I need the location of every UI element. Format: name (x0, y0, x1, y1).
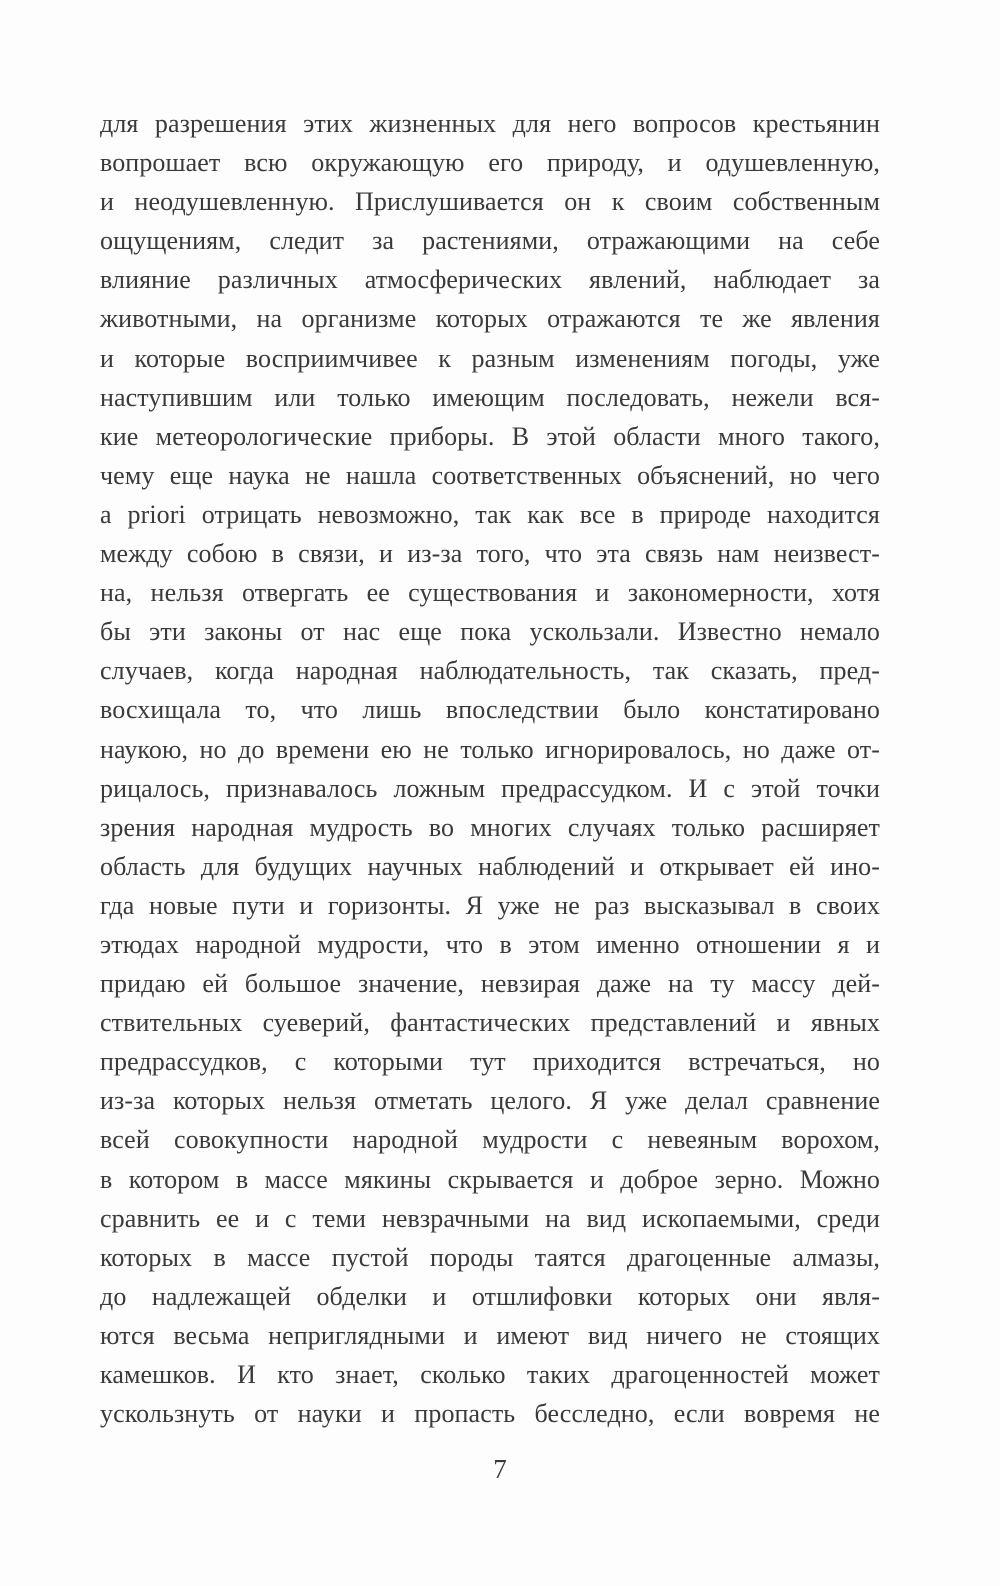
text-line: ются весьма неприглядными и имеют вид ничего не стоящих (100, 1320, 880, 1350)
text-line: камешков. И кто знает, сколько таких драгоценностей может (100, 1360, 880, 1389)
text-line: ускользнуть от науки и пропасть бесследно, если вовремя не (100, 1399, 880, 1429)
text-line: предрассудков, с которыми тут приходится встречаться, но (100, 1047, 880, 1077)
text-line: кие метеорологические приборы. В этой области много такого, (100, 421, 880, 451)
text-line: сравнить ее и с теми невзрачными на вид ископаемыми, среди (100, 1203, 880, 1233)
text-line: гда новые пути и горизонты. Я уже не раз высказывал в своих (100, 890, 880, 920)
text-line: в котором в массе мякины скрывается и доброе зерно. Можно (100, 1164, 880, 1194)
text-line: и неодушевленную. Прислушивается он к своим собственным (100, 187, 880, 217)
body-text (100, 104, 880, 1433)
text-line: которых в массе пустой породы таятся драгоценные алмазы, (100, 1242, 880, 1272)
text-line: зрения народная мудрость во многих случаях только расширяет (100, 812, 880, 842)
text-line: наукою, но до времени ею не только игнорировалось, но даже от- (100, 734, 880, 764)
text-line: и которые восприимчивее к разным изменениям погоды, уже (100, 343, 880, 373)
text-line: придаю ей большое значение, невзирая даже на ту массу дей- (100, 969, 880, 999)
text-line: до надлежащей обделки и отшлифовки которых они явля- (100, 1281, 880, 1311)
text-line: рицалось, признавалось ложным предрассудком. И с этой точки (100, 773, 880, 803)
text-line: наступившим или только имеющим последовать, нежели вся- (100, 382, 880, 412)
text-line: область для будущих научных наблюдений и открывает ей ино- (100, 851, 880, 881)
text-line: на, нельзя отвергать ее существования и закономерности, хотя (100, 578, 880, 608)
text-line: влияние различных атмосферических явлений, наблюдает за (100, 265, 880, 295)
text-line: чему еще наука не нашла соответственных объяснений, но чего (100, 460, 880, 490)
text-line: из-за которых нельзя отметать целого. Я уже делал сравнение (100, 1086, 880, 1116)
text-line: случаев, когда народная наблюдательность, так сказать, пред- (100, 656, 880, 686)
text-line: для разрешения этих жизненных для него вопросов крестьянин (100, 109, 880, 138)
text-line: бы эти законы от нас еще пока ускользали. Известно немало (100, 617, 880, 647)
page-number: 7 (493, 1454, 507, 1484)
text-line: a priori отрицать невозможно, так как все в природе находится (100, 499, 880, 529)
text-line: ощущениям, следит за растениями, отражающими на себе (100, 226, 880, 256)
text-line: животными, на организме которых отражаются те же явления (100, 304, 880, 334)
text-line: вопрошает всю окружающую его природу, и одушевленную, (100, 148, 880, 178)
text-line: восхищала то, что лишь впоследствии было констатировано (100, 695, 880, 725)
text-line: ствительных суеверий, фантастических представлений и явных (100, 1008, 880, 1038)
text-line: всей совокупности народной мудрости с невеяным ворохом, (100, 1125, 880, 1155)
text-line: между собою в связи, и из-за того, что эта связь нам неизвест- (100, 539, 880, 569)
text-line: этюдах народной мудрости, что в этом именно отношении я и (100, 929, 880, 959)
